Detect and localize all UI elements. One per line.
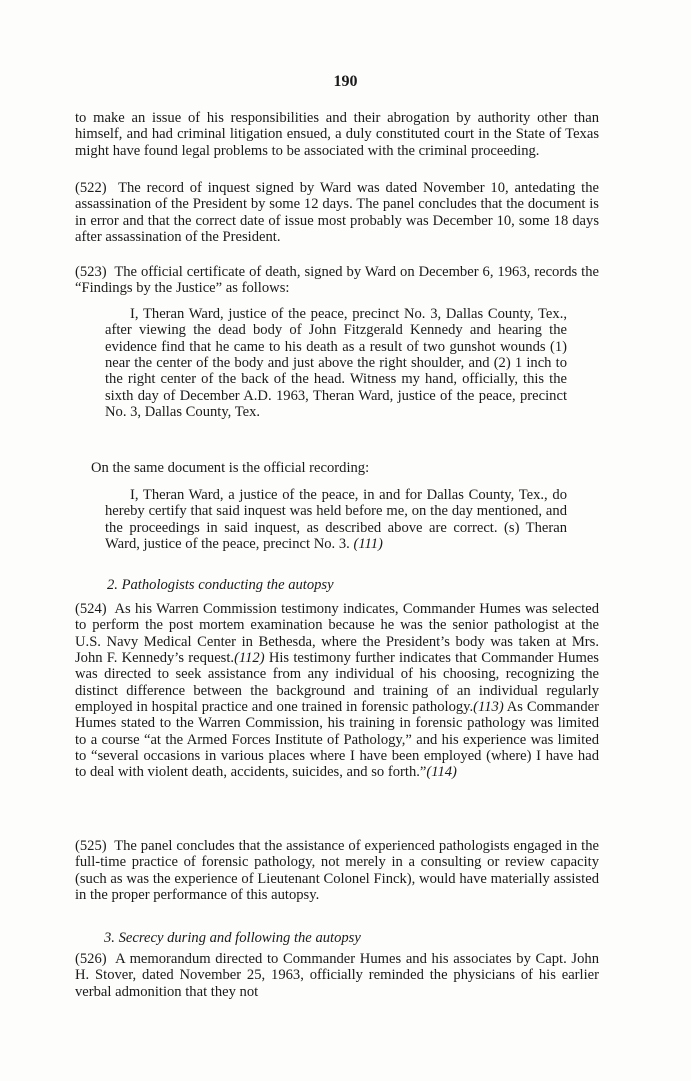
quote-text: I, Theran Ward, a justice of the peace, in and for Dallas County, Tex., do hereby certify that said inquest was held before me, on the day mentioned, and the proceedings in said inquest, as described above are correct. (s) Theran Ward, justice of the peace, precinct No. 3. bbox=[105, 487, 567, 553]
paragraph-526 bbox=[75, 951, 599, 1000]
paragraph-number: (526) bbox=[75, 951, 107, 967]
lead-in-line bbox=[91, 460, 599, 476]
paragraph-524 bbox=[75, 601, 599, 781]
citation: (113) bbox=[473, 699, 504, 716]
lead-text: On the same document is the official recording: bbox=[91, 460, 370, 476]
block-quote-findings bbox=[105, 306, 567, 420]
paragraph-number: (522) bbox=[75, 180, 107, 196]
paragraph-number: (525) bbox=[75, 838, 107, 854]
heading-text: 2. Pathologists conducting the autopsy bbox=[107, 577, 334, 593]
block-quote-recording bbox=[105, 487, 567, 552]
section-heading-secrecy bbox=[104, 930, 361, 946]
paragraph-text: As his Warren Commission testimony indicates, Commander Humes was selected to perform the post mortem examination because he was the senior pathologist at the U.S. Navy Medical Center in Bethesda, where the President’s body was taken at Mrs. John F. Kennedy’s request. bbox=[75, 601, 599, 667]
paragraph-text: The record of inquest signed by Ward was dated November 10, antedating the assassination of the President by some 12 days. The panel concludes that the document is in error and that the correct date of issue most probably was December 10, some 18 days after assassination of the President. bbox=[75, 180, 599, 246]
citation: (112) bbox=[234, 650, 265, 667]
section-heading-pathologists bbox=[107, 577, 334, 593]
citation: (111) bbox=[353, 536, 383, 553]
paragraph-text: A memorandum directed to Commander Humes and his associates by Capt. John H. Stover, dated November 25, 1963, officially reminded the physicians of his earlier verbal admonition that they not bbox=[75, 951, 599, 1000]
paragraph-continuation bbox=[75, 110, 599, 159]
citation: (114) bbox=[426, 764, 457, 781]
paragraph-text: The panel concludes that the assistance of experienced pathologists engaged in the full-time practice of forensic pathology, not merely in a consulting or review capacity (such as was the experience of Lieutenant Colonel Finck), would have materially assisted in the proper performance of this autopsy. bbox=[75, 838, 599, 904]
paragraph-number: (524) bbox=[75, 601, 107, 617]
quote-text: I, Theran Ward, justice of the peace, precinct No. 3, Dallas County, Tex., after viewing the dead body of John Fitzgerald Kennedy and hearing the evidence find that he came to his death as a result of two gunshot wounds (1) near the center of the body and just above the right shoulder, and (2) 1 inch to the right center of the back of the head. Witness my hand, officially, this the sixth day of December A.D. 1963, Theran Ward, justice of the peace, precinct No. 3, Dallas County, Tex. bbox=[105, 306, 567, 421]
paragraph-523 bbox=[75, 264, 599, 297]
page-number: 190 bbox=[333, 73, 358, 90]
paragraph-text: As Commander Humes stated to the Warren Commission, his training in forensic pathology was limited to a course “at the Armed Forces Institute of Pathology,” and his experience was limited to “several occasions in various places where I have been employed (where) I have had to deal with violent death, accidents, suicides, and so forth.” bbox=[75, 699, 599, 781]
paragraph-text: His testimony further indicates that Commander Humes was directed to seek assistance from any individual of his choosing, recognizing the distinct difference between the background and training of an individual regularly employed in hospital practice and one trained in forensic pathology. bbox=[75, 650, 599, 716]
paragraph-number: (523) bbox=[75, 264, 107, 280]
paragraph-text: to make an issue of his responsibilities and their abrogation by authority other than himself, and had criminal litigation ensued, a duly constituted court in the State of Texas might have found legal problems to be associated with the criminal proceeding. bbox=[75, 110, 599, 159]
paragraph-text: The official certificate of death, signed by Ward on December 6, 1963, records the “Findings by the Justice” as follows: bbox=[75, 264, 599, 297]
heading-text: 3. Secrecy during and following the autopsy bbox=[104, 930, 361, 946]
paragraph-522 bbox=[75, 180, 599, 245]
paragraph-525 bbox=[75, 838, 599, 903]
